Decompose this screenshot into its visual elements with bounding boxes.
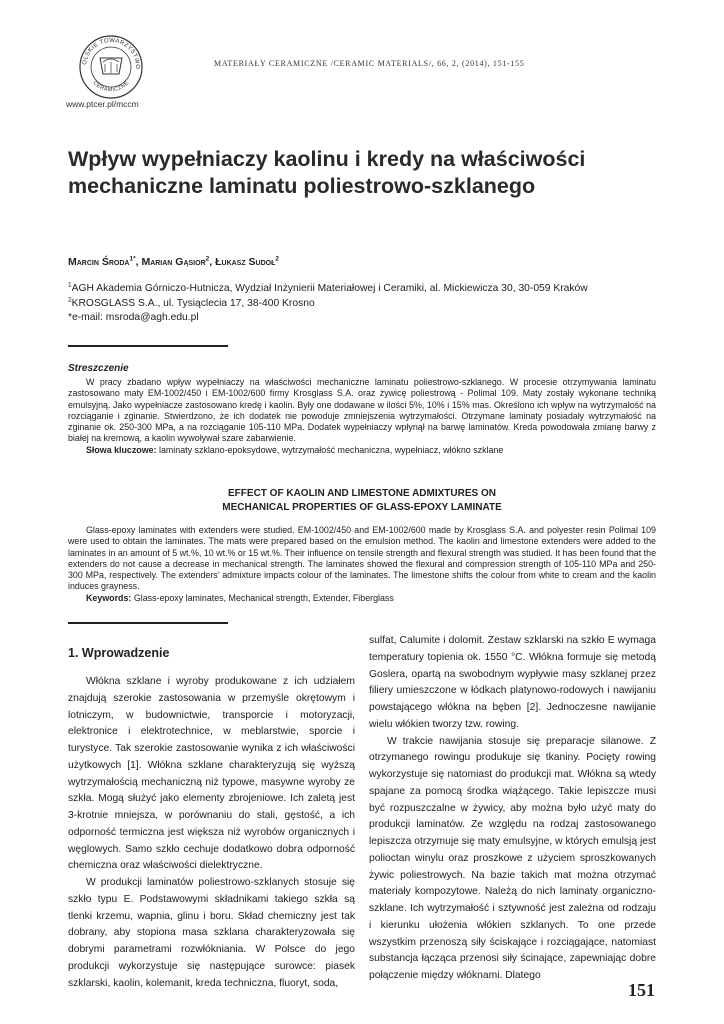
affiliation — [68, 298, 315, 309]
affiliation-text: AGH Akademia Górniczo-Hutnicza, Wydział Inżynierii Materiałowej i Ceramiki, al. Mickiewicza 30, 30-059 Kraków — [71, 283, 588, 294]
keywords-en — [68, 593, 656, 604]
seal-text-top: OLSKIE TOWARZYSTWO — [82, 37, 141, 70]
english-title-line: MECHANICAL PROPERTIES OF GLASS-EPOXY LAMINATE — [222, 501, 502, 513]
journal-citation-header: MATERIAŁY CERAMICZNE /CERAMIC MATERIALS/, 66, 2, (2014), 151-155 — [214, 59, 525, 68]
journal-url[interactable]: www.ptcer.pl/mccm — [66, 99, 139, 109]
author-name: Marcin Środa — [68, 256, 130, 268]
keywords-text: Glass-epoxy laminates, Mechanical strength, Extender, Fiberglass — [133, 592, 394, 603]
english-title-line: EFFECT OF KAOLIN AND LIMESTONE ADMIXTURES ON — [228, 488, 496, 499]
english-title — [68, 487, 656, 514]
body-paragraph: W produkcji laminatów poliestrowo-szklanych stosuje się szkło typu E. Podstawowymi składnikami takiego szkła są tlenki krzemu, wapnia, glinu i boru. Skład chemiczny jest tak dobrany, aby stopiona masa szklana charakteryzowała się dobrymi parametrami rozwłókniania. W Polsce do jego produkcji wykorzystuje się następujące surowce: piasek szklarski, kaolin, kolemanit, kreda techniczna, fluoryt, soda, — [68, 877, 355, 989]
affiliation-sup: 1 — [68, 281, 72, 289]
seal-text-bottom: CERAMICZNE — [91, 80, 131, 94]
section-heading: 1. Wprowadzenie — [68, 646, 170, 660]
author-name: Marian Gąsior — [141, 256, 206, 268]
affiliation-text: KROSGLASS S.A., ul. Tysiąclecia 17, 38-400 Krosno — [71, 298, 315, 309]
abstract-body: W pracy zbadano wpływ wypełniaczy na właściwości mechaniczne laminatu poliestrowo-szklanego. W procesie otrzymywania laminatu zastosowano maty EM-1002/450 i EM-1002/600 firmy Krosglass S.A. oraz żywicę poliestrową - Polimal 109. Maty zostały wykonane techniką emulsyjną. Jako wypełniacze zastosowano kredę i kaolin. Były one dodawane w ilości 5%, 10% i 15% mas. Określono ich wpływ na wytrzymałość na rozciąganie i zginanie. Stwierdzono, że ich dodatek nie powoduje zmniejszenia wytrzymałości. Otrzymane laminaty posiadały wytrzymałość na zginanie ok. 250-300 MPa, a na rozciąganie 105-110 MPa. Dodatek wypełniaczy wpłynął na barwę laminatów. Kreda powodowała zmianę barwy z białej na kremową, a kaolin wywoływał szare zabarwienie. — [68, 377, 656, 444]
affiliation-sup: 2 — [68, 296, 72, 304]
article-title-line: Wpływ wypełniaczy kaolinu i kredy na właściwości — [68, 147, 586, 171]
keywords-text: laminaty szklano-epoksydowe, wytrzymałość mechaniczna, wypełniacz, włókno szklane — [159, 444, 504, 455]
email-text: *e-mail: msroda@agh.edu.pl — [68, 312, 199, 323]
keywords-label: Słowa kluczowe: — [86, 444, 157, 455]
society-seal-icon — [76, 34, 146, 100]
body-paragraph: sulfat, Calumite i dolomit. Zestaw szklarski na szkło E wymaga temperatury topienia ok. 1550 °C. Włókna formuje się metodą Goslera, opartą na swobodnym wypływie masy szklanej przez filiery umieszczone w łódkach platynowo-rodowych i nawijaniu powstającego włókna na bęben [2]. Jednoczesne nawijanie wielu włókien tworzy tzw. rowing. — [369, 635, 656, 730]
body-paragraph: Włókna szklane i wyroby produkowane z ich udziałem znajdują szerokie zastosowania w przemyśle okrętowym i lotniczym, w budownictwie, transporcie i motoryzacji, elektronice i elektrotechnice, w meblarstwie, sporcie i turystyce. Tak szerokie zastosowanie wynika z ich właściwości użytkowych [1]. Włókna szklane charakteryzują się wyższą wytrzymałością mechaniczną niż typowe, masywne wyroby ze szkła. Mogą służyć jako elementy zbrojeniowe. Ich zaletą jest 3-krotnie mniejsza, w porównaniu do stali, gęstość, a ich odporność termiczna jest większa niż wyrobów organicznych i węglowych. Samo szkło cechuje dodatkowo dobra odporność chemiczna oraz właściwości dielektryczne. — [68, 676, 355, 872]
author-sup: 1* — [129, 255, 136, 263]
divider — [68, 622, 228, 624]
affiliation — [68, 283, 588, 294]
abstract-body: Glass-epoxy laminates with extenders were studied. EM-1002/450 and EM-1002/600 made by Krosglass S.A. and polyester resin Polimal 109 were used to obtain the laminates. The mats were prepared based on the emulsion method. The kaolin and limestone extenders were added to the laminates in an amount of 5 wt.%, 10 wt.% or 15 wt.%. Their influence on tensile strength and flexural strength was studied. It has been found that the extenders do not cause a decrease in mechanical strength. The laminates showed the flexural and compression strength of 105-110 MPa and 250-300 MPa, respectively. The extenders’ admixture impacts colour of the laminates. The limestone shifts the colour from white to cream and the kaolin induces grayness. — [68, 525, 656, 592]
corresponding-email — [68, 312, 199, 323]
body-column-left — [68, 674, 355, 992]
author-sup: 2 — [275, 255, 279, 263]
divider — [68, 345, 228, 347]
society-logo — [76, 34, 146, 100]
abstract-pl — [68, 377, 656, 456]
body-paragraph: W trakcie nawijania stosuje się preparacje silanowe. Z otrzymanego rowingu produkuje się tkaniny. Pocięty rowing wykorzystuje się natomiast do produkcji mat. Włókna są wtedy spajane za pomocą środka wiążącego. Takie lepiszcze musi być rozpuszczalne w żywicy, aby można było użyć maty do produkcji laminatów. Ze względu na rodzaj zastosowanego lepiszcza otrzymuje się maty emulsyjne, w których emulsją jest polioctan winylu oraz proszkowe z użyciem sproszkowanych żywic poliestrowych. Na bazie takich mat można otrzymać materiały kompozytowe. Należą do nich laminaty organiczno-szklane. Ich wytrzymałość i sztywność jest zależna od rodzaju i kierunku ułożenia włókien szklanych. To one przede wszystkim przenoszą siły ściskające i rozciągające, natomiast substancja łącząca przenosi siły ścinające, zapewniając dobre połączenie między włóknami. Dlatego — [369, 735, 656, 981]
author-name: Łukasz Sudoł — [215, 256, 276, 268]
body-column-right — [369, 633, 656, 985]
abstract-heading: Streszczenie — [68, 363, 129, 374]
author-list: Marcin Środa$^{1*}$, Marian Gąsior$^2$, Łukasz Sudoł$^2$ — [68, 255, 279, 268]
page-number: 151 — [628, 980, 655, 1000]
keywords-label: Keywords: — [86, 592, 132, 603]
article-title-line: mechaniczne laminatu poliestrowo-szklanego — [68, 174, 536, 198]
abstract-en — [68, 525, 656, 604]
article-title — [68, 146, 668, 200]
keywords-pl — [68, 445, 656, 456]
author-sup: 2 — [205, 255, 210, 263]
